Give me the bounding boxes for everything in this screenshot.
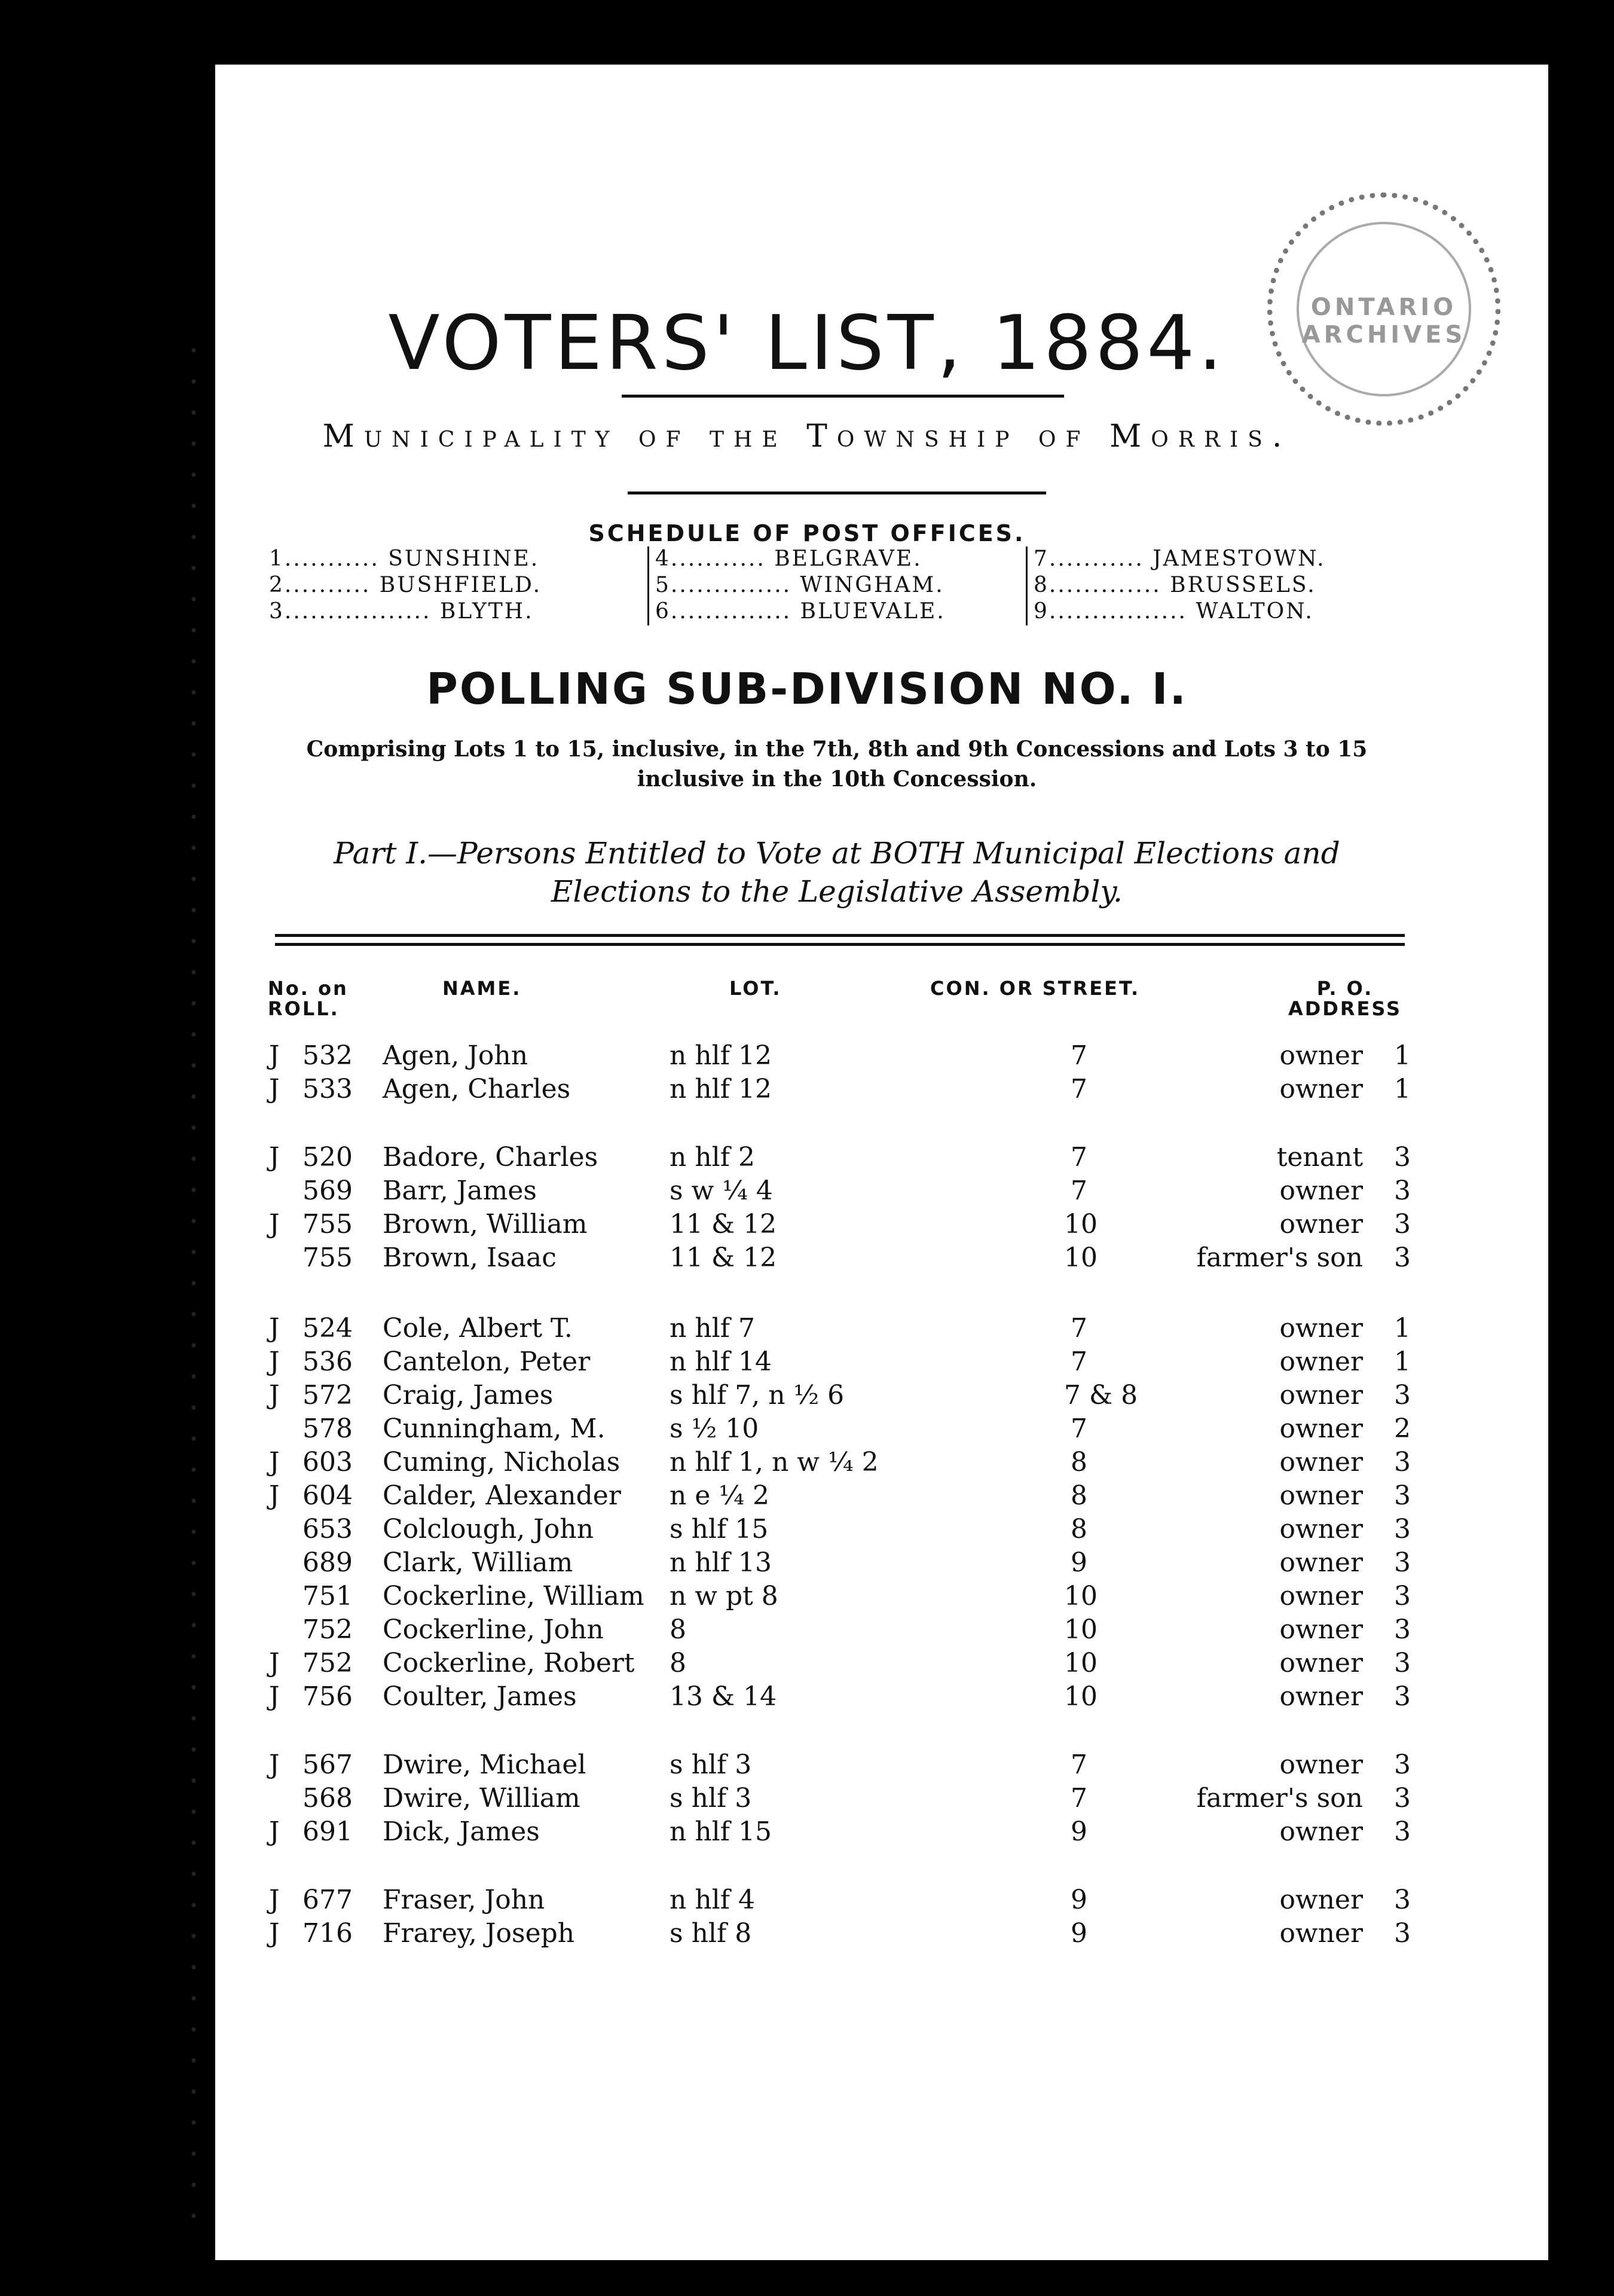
roll-prefix: J xyxy=(269,1142,280,1173)
status-cell: owner xyxy=(1279,1681,1363,1712)
voter-name: Cole, Albert T. xyxy=(383,1313,573,1344)
concession-cell: 10 xyxy=(1064,1581,1098,1611)
voter-name: Fraser, John xyxy=(383,1885,545,1915)
post-office-entry: 1........... SUNSHINE. xyxy=(269,546,540,571)
post-office-entry: 3................. BLYTH. xyxy=(269,599,534,624)
roll-number: 572 xyxy=(302,1380,353,1410)
concession-cell: 9 xyxy=(1071,1816,1087,1847)
table-row xyxy=(0,1783,1614,1816)
table-row xyxy=(0,1581,1614,1614)
table-row xyxy=(0,1816,1614,1850)
roll-number: 578 xyxy=(302,1413,353,1444)
schedule-row xyxy=(269,573,1411,599)
voter-name: Badore, Charles xyxy=(383,1142,598,1173)
table-row xyxy=(0,1480,1614,1514)
status-cell: owner xyxy=(1279,1209,1363,1239)
status-cell: owner xyxy=(1279,1581,1363,1611)
concession-cell: 8 xyxy=(1071,1514,1087,1544)
table-row xyxy=(0,1040,1614,1074)
table-row xyxy=(0,1447,1614,1480)
title-rule xyxy=(622,395,1064,398)
po-cell: 3 xyxy=(1394,1547,1411,1578)
roll-prefix: J xyxy=(269,1447,280,1477)
table-row xyxy=(0,1885,1614,1918)
po-cell: 3 xyxy=(1394,1614,1411,1645)
status-cell: farmer's son xyxy=(1196,1242,1363,1273)
concession-cell: 9 xyxy=(1071,1547,1087,1578)
lot-cell: s hlf 15 xyxy=(670,1514,769,1544)
voter-name: Brown, Isaac xyxy=(383,1242,557,1273)
lot-cell: n hlf 15 xyxy=(670,1816,772,1847)
schedule-heading: SCHEDULE OF POST OFFICES. xyxy=(588,520,1026,546)
voter-name: Clark, William xyxy=(383,1547,573,1578)
po-cell: 3 xyxy=(1394,1380,1411,1410)
voter-name: Craig, James xyxy=(383,1380,554,1410)
lot-cell: n hlf 2 xyxy=(670,1142,755,1173)
voter-name: Coulter, James xyxy=(383,1681,577,1712)
concession-cell: 10 xyxy=(1064,1614,1098,1645)
roll-number: 533 xyxy=(302,1074,353,1104)
voter-name: Cockerline, John xyxy=(383,1614,604,1645)
po-cell: 3 xyxy=(1394,1918,1411,1949)
table-row xyxy=(0,1413,1614,1447)
concession-cell: 7 xyxy=(1071,1750,1087,1780)
status-cell: owner xyxy=(1279,1447,1363,1477)
roll-number: 532 xyxy=(302,1040,353,1071)
post-office-entry: 9................ WALTON. xyxy=(1026,599,1404,625)
lot-cell: 8 xyxy=(670,1648,686,1678)
status-cell: owner xyxy=(1279,1816,1363,1847)
voter-name: Brown, William xyxy=(383,1209,588,1239)
table-row xyxy=(0,1142,1614,1176)
status-cell: owner xyxy=(1279,1413,1363,1444)
roll-prefix: J xyxy=(269,1750,280,1780)
schedule-row xyxy=(269,599,1411,625)
post-office-schedule xyxy=(269,546,1411,625)
concession-cell: 8 xyxy=(1071,1480,1087,1511)
table-row xyxy=(0,1681,1614,1715)
concession-cell: 7 xyxy=(1071,1040,1087,1071)
lot-cell: n hlf 12 xyxy=(670,1040,772,1071)
roll-number: 604 xyxy=(302,1480,353,1511)
roll-number: 536 xyxy=(302,1347,353,1377)
po-cell: 1 xyxy=(1394,1347,1411,1377)
concession-cell: 7 xyxy=(1071,1142,1087,1173)
table-row xyxy=(0,1614,1614,1648)
roll-prefix: J xyxy=(269,1816,280,1847)
lot-cell: s hlf 7, n ½ 6 xyxy=(670,1380,845,1410)
voter-name: Cuming, Nicholas xyxy=(383,1447,620,1477)
voter-name: Cockerline, Robert xyxy=(383,1648,635,1678)
roll-prefix: J xyxy=(269,1885,280,1915)
status-cell: owner xyxy=(1279,1380,1363,1410)
roll-number: 756 xyxy=(302,1681,353,1712)
concession-cell: 7 xyxy=(1071,1176,1087,1206)
voter-name: Agen, Charles xyxy=(383,1074,571,1104)
roll-number: 569 xyxy=(302,1176,353,1206)
municipality-heading: Municipality of the Township of Morris. xyxy=(322,419,1292,454)
header-lot: LOT. xyxy=(729,977,782,1000)
roll-number: 755 xyxy=(302,1209,353,1239)
status-cell: owner xyxy=(1279,1074,1363,1104)
roll-number: 755 xyxy=(302,1242,353,1273)
roll-number: 653 xyxy=(302,1514,353,1544)
status-cell: owner xyxy=(1279,1347,1363,1377)
status-cell: owner xyxy=(1279,1885,1363,1915)
concession-cell: 10 xyxy=(1064,1209,1098,1239)
concession-cell: 9 xyxy=(1071,1918,1087,1949)
status-cell: owner xyxy=(1279,1480,1363,1511)
lot-cell: 11 & 12 xyxy=(670,1209,777,1239)
roll-number: 567 xyxy=(302,1750,353,1780)
po-cell: 3 xyxy=(1394,1480,1411,1511)
lot-cell: s hlf 3 xyxy=(670,1750,752,1780)
stamp-text: ONTARIO ARCHIVES xyxy=(1301,294,1466,349)
roll-prefix: J xyxy=(269,1480,280,1511)
lot-cell: s hlf 3 xyxy=(670,1783,752,1813)
schedule-row xyxy=(269,546,1411,573)
roll-prefix: J xyxy=(269,1681,280,1712)
status-cell: owner xyxy=(1279,1176,1363,1206)
po-cell: 3 xyxy=(1394,1783,1411,1813)
polling-subdivision-title: POLLING SUB-DIVISION NO. I. xyxy=(426,664,1188,714)
concession-cell: 10 xyxy=(1064,1681,1098,1712)
post-office-entry: 7........... JAMESTOWN. xyxy=(1026,546,1404,573)
table-row xyxy=(0,1918,1614,1952)
table-row xyxy=(0,1547,1614,1581)
table-row xyxy=(0,1242,1614,1276)
status-cell: farmer's son xyxy=(1196,1783,1363,1813)
roll-prefix: J xyxy=(269,1313,280,1344)
voter-name: Dick, James xyxy=(383,1816,540,1847)
table-row xyxy=(0,1514,1614,1547)
po-cell: 3 xyxy=(1394,1885,1411,1915)
status-cell: owner xyxy=(1279,1547,1363,1578)
po-cell: 3 xyxy=(1394,1648,1411,1678)
status-cell: owner xyxy=(1279,1614,1363,1645)
po-cell: 3 xyxy=(1394,1242,1411,1273)
concession-cell: 10 xyxy=(1064,1648,1098,1678)
concession-cell: 7 & 8 xyxy=(1064,1380,1138,1410)
voter-name: Agen, John xyxy=(383,1040,528,1071)
concession-cell: 7 xyxy=(1071,1347,1087,1377)
table-row xyxy=(0,1313,1614,1347)
roll-prefix: J xyxy=(269,1918,280,1949)
voter-name: Colclough, John xyxy=(383,1514,594,1544)
voter-name: Cunningham, M. xyxy=(383,1413,606,1444)
roll-number: 752 xyxy=(302,1648,353,1678)
status-cell: owner xyxy=(1279,1918,1363,1949)
table-row xyxy=(0,1347,1614,1380)
concession-cell: 9 xyxy=(1071,1885,1087,1915)
header-name: NAME. xyxy=(442,977,522,1000)
status-cell: owner xyxy=(1279,1040,1363,1071)
roll-number: 691 xyxy=(302,1816,353,1847)
post-office-entry: 6.............. BLUEVALE. xyxy=(647,599,1026,625)
lot-cell: s w ¼ 4 xyxy=(670,1176,773,1206)
status-cell: owner xyxy=(1279,1648,1363,1678)
lot-cell: n hlf 13 xyxy=(670,1547,772,1578)
double-rule xyxy=(275,934,1405,946)
table-row xyxy=(0,1380,1614,1413)
voter-name: Barr, James xyxy=(383,1176,537,1206)
po-cell: 1 xyxy=(1394,1313,1411,1344)
table-row xyxy=(0,1648,1614,1681)
lot-cell: 11 & 12 xyxy=(670,1242,777,1273)
roll-prefix: J xyxy=(269,1040,280,1071)
lot-cell: n hlf 12 xyxy=(670,1074,772,1104)
po-cell: 3 xyxy=(1394,1816,1411,1847)
concession-cell: 7 xyxy=(1071,1074,1087,1104)
post-office-entry: 2.......... BUSHFIELD. xyxy=(269,573,542,597)
roll-number: 689 xyxy=(302,1547,353,1578)
po-cell: 3 xyxy=(1394,1514,1411,1544)
post-office-entry: 8............. BRUSSELS. xyxy=(1026,573,1404,599)
lot-cell: 13 & 14 xyxy=(670,1681,777,1712)
lot-cell: n hlf 7 xyxy=(670,1313,755,1344)
lot-cell: s ½ 10 xyxy=(670,1413,759,1444)
roll-prefix: J xyxy=(269,1648,280,1678)
voter-name: Dwire, William xyxy=(383,1783,580,1813)
table-row xyxy=(0,1750,1614,1783)
lot-cell: n hlf 4 xyxy=(670,1885,755,1915)
status-cell: tenant xyxy=(1276,1142,1363,1173)
po-cell: 3 xyxy=(1394,1176,1411,1206)
comprising-note: Comprising Lots 1 to 15, inclusive, in the 7th, 8th and 9th Concessions and Lots 3 to 15 inclusive in the 10th Concession. xyxy=(306,737,1368,792)
concession-cell: 8 xyxy=(1071,1447,1087,1477)
roll-number: 568 xyxy=(302,1783,353,1813)
roll-number: 751 xyxy=(302,1581,353,1611)
po-cell: 2 xyxy=(1394,1413,1411,1444)
roll-prefix: J xyxy=(269,1074,280,1104)
lot-cell: n hlf 1, n w ¼ 2 xyxy=(670,1447,879,1477)
po-cell: 3 xyxy=(1394,1750,1411,1780)
roll-prefix: J xyxy=(269,1347,280,1377)
header-po-address: P. O. ADDRESS xyxy=(1288,977,1402,1020)
roll-number: 520 xyxy=(302,1142,353,1173)
lot-cell: s hlf 8 xyxy=(670,1918,752,1949)
po-cell: 3 xyxy=(1394,1142,1411,1173)
roll-number: 603 xyxy=(302,1447,353,1477)
table-row xyxy=(0,1209,1614,1242)
part-heading: Part I.—Persons Entitled to Vote at BOTH Municipal Elections and Elections to the Legislative Assembly. xyxy=(334,836,1340,909)
concession-cell: 7 xyxy=(1071,1783,1087,1813)
document-title: VOTERS' LIST, 1884. xyxy=(388,299,1226,387)
lot-cell: n hlf 14 xyxy=(670,1347,772,1377)
po-cell: 3 xyxy=(1394,1447,1411,1477)
voter-name: Cockerline, William xyxy=(383,1581,644,1611)
lot-cell: n w pt 8 xyxy=(670,1581,778,1611)
voter-name: Dwire, Michael xyxy=(383,1750,586,1780)
concession-cell: 10 xyxy=(1064,1242,1098,1273)
po-cell: 3 xyxy=(1394,1581,1411,1611)
status-cell: owner xyxy=(1279,1514,1363,1544)
lot-cell: 8 xyxy=(670,1614,686,1645)
status-cell: owner xyxy=(1279,1313,1363,1344)
post-office-entry: 5.............. WINGHAM. xyxy=(647,573,1026,599)
roll-number: 677 xyxy=(302,1885,353,1915)
voter-name: Cantelon, Peter xyxy=(383,1347,591,1377)
lot-cell: n e ¼ 2 xyxy=(670,1480,769,1511)
roll-number: 752 xyxy=(302,1614,353,1645)
concession-cell: 7 xyxy=(1071,1413,1087,1444)
status-cell: owner xyxy=(1279,1750,1363,1780)
table-row xyxy=(0,1074,1614,1107)
roll-number: 524 xyxy=(302,1313,353,1344)
roll-prefix: J xyxy=(269,1380,280,1410)
header-roll: No. on ROLL. xyxy=(268,977,349,1020)
municipality-rule xyxy=(628,491,1046,494)
header-con-street: CON. OR STREET. xyxy=(930,977,1141,1000)
table-row xyxy=(0,1176,1614,1209)
po-cell: 3 xyxy=(1394,1681,1411,1712)
po-cell: 3 xyxy=(1394,1209,1411,1239)
roll-number: 716 xyxy=(302,1918,353,1949)
voter-name: Calder, Alexander xyxy=(383,1480,621,1511)
po-cell: 1 xyxy=(1394,1040,1411,1071)
concession-cell: 7 xyxy=(1071,1313,1087,1344)
post-office-entry: 4........... BELGRAVE. xyxy=(647,546,1026,573)
po-cell: 1 xyxy=(1394,1074,1411,1104)
voter-name: Frarey, Joseph xyxy=(383,1918,575,1949)
roll-prefix: J xyxy=(269,1209,280,1239)
